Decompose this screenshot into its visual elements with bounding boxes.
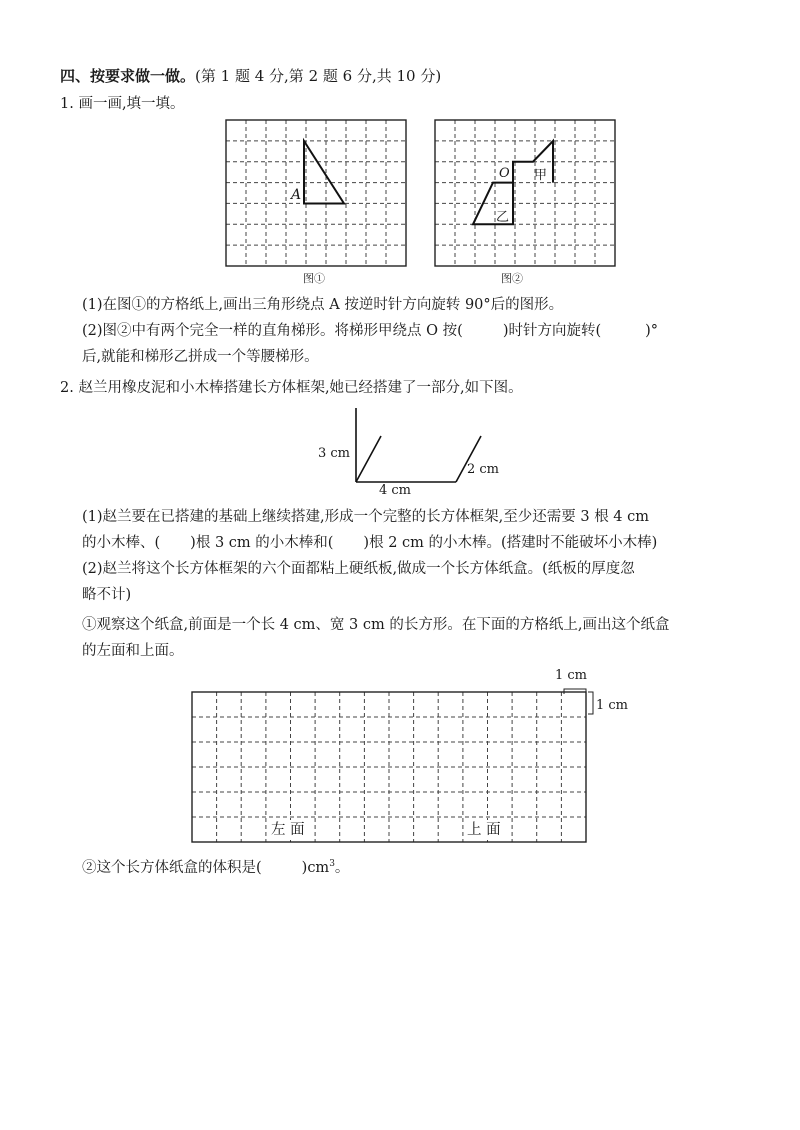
q2-circle2-superscript: 3 bbox=[329, 859, 335, 869]
left-face-label: 左 面 bbox=[271, 822, 305, 838]
score-note: (第 1 题 4 分,第 2 题 6 分,共 10 分) bbox=[195, 67, 442, 85]
section-header bbox=[60, 66, 441, 86]
q2-sub1-line1: (1)赵兰要在已搭建的基础上继续搭建,形成一个完整的长方体框架,至少还需要 3 根 4 cm bbox=[82, 509, 650, 525]
label-3cm: 3 cm bbox=[318, 446, 351, 461]
q2-heading: 2. 赵兰用橡皮泥和小木棒搭建长方体框架,她已经搭建了一部分,如下图。 bbox=[60, 380, 523, 396]
drawing-grid bbox=[192, 692, 586, 842]
q2-circle1-line1: ①观察这个纸盒,前面是一个长 4 cm、宽 3 cm 的长方形。在下面的方格纸上,画出这个纸盒 bbox=[82, 617, 670, 633]
section-title: 四、按要求做一做。 bbox=[60, 67, 196, 85]
scale-label-right: 1 cm bbox=[596, 698, 629, 713]
q2-circle2-unit: )cm bbox=[301, 859, 330, 876]
q2-circle2 bbox=[82, 854, 349, 878]
scale-label-top: 1 cm bbox=[555, 668, 588, 683]
q2-sub1-part-d: )根 2 cm 的小木棒。(搭建时不能破坏小木棒) bbox=[363, 535, 658, 551]
top-face-label: 上 面 bbox=[467, 822, 501, 838]
q1-sub1: (1)在图①的方格纸上,画出三角形绕点 A 按逆时针方向旋转 90°后的图形。 bbox=[82, 297, 564, 313]
q1-sub2-part-a: (2)图②中有两个完全一样的直角梯形。将梯形甲绕点 O 按( bbox=[82, 323, 463, 339]
q2-sub1-part-c: )根 3 cm 的小木棒和( bbox=[190, 535, 334, 551]
q1-heading: 1. 画一画,填一填。 bbox=[60, 96, 185, 112]
figure2-grid bbox=[435, 120, 615, 266]
label-2cm: 2 cm bbox=[467, 462, 500, 477]
figure1-grid bbox=[226, 120, 406, 266]
q2-circle2-end: 。 bbox=[334, 859, 350, 876]
figure2-caption: 图② bbox=[501, 272, 523, 285]
q2-sub2-line1: (2)赵兰将这个长方体框架的六个面都粘上硬纸板,做成一个长方体纸盒。(纸板的厚度忽 bbox=[82, 561, 635, 577]
q2-circle1-line2: 的左面和上面。 bbox=[82, 643, 184, 659]
trapezoid-jia-label: 甲 bbox=[534, 168, 548, 183]
q2-sub2-line2: 略不计) bbox=[82, 587, 132, 603]
triangle-shape bbox=[304, 141, 344, 204]
q1-sub2-line1 bbox=[82, 321, 658, 341]
point-a-label: A bbox=[291, 187, 302, 203]
q2-circle2-part-a: ②这个长方体纸盒的体积是( bbox=[82, 859, 262, 876]
point-o-label: O bbox=[499, 166, 510, 181]
label-4cm: 4 cm bbox=[379, 483, 412, 498]
figure1-caption: 图① bbox=[303, 272, 325, 285]
q1-sub2-line2: 后,就能和梯形乙拼成一个等腰梯形。 bbox=[82, 349, 319, 365]
q2-sub1-part-b: 的小木棒、( bbox=[82, 535, 161, 551]
q2-sub1-line2 bbox=[82, 533, 657, 553]
q1-sub2-part-c: )° bbox=[645, 323, 659, 339]
q1-sub2-part-b: )时针方向旋转( bbox=[502, 323, 602, 339]
trapezoid-yi-label: 乙 bbox=[496, 210, 510, 225]
